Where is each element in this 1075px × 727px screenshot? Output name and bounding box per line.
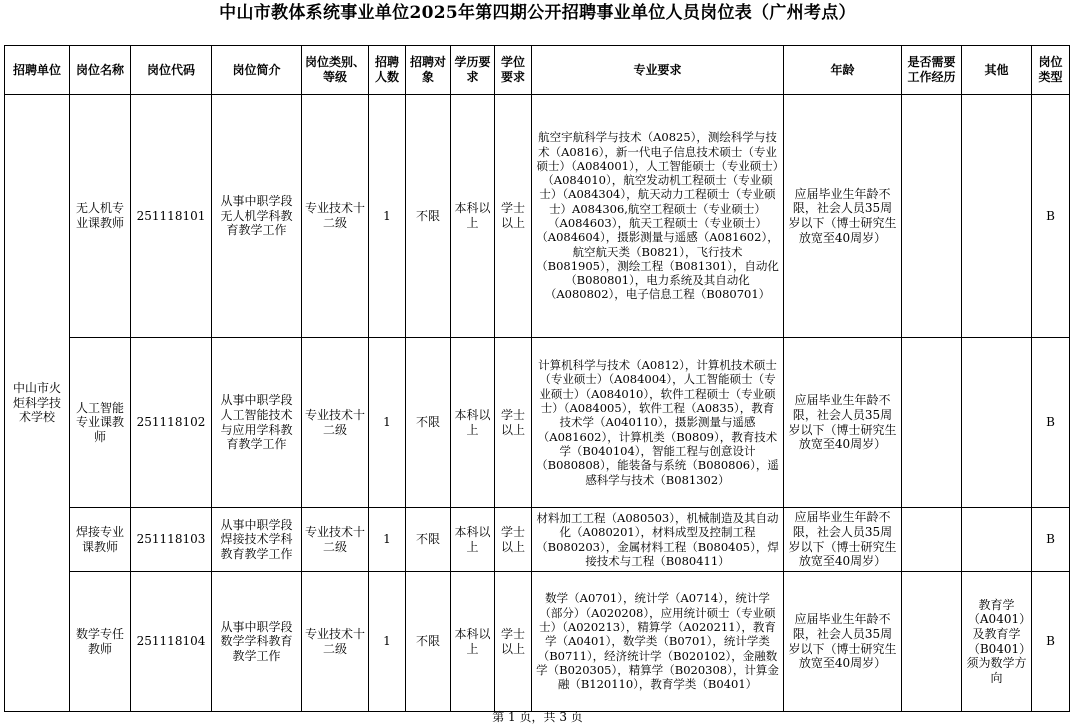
degree-cell: 学士以上 (495, 508, 532, 572)
recruitment-table (4, 45, 1070, 712)
target-cell: 不限 (406, 572, 451, 712)
post-name-cell: 焊接专业课教师 (70, 508, 131, 572)
page-title: 中山市教体系统事业单位2025年第四期公开招聘事业单位人员岗位表（广州考点） (219, 3, 856, 23)
header-count: 招聘人数 (369, 46, 406, 95)
page-footer: 第 1 页，共 3 页 (492, 710, 583, 724)
education-cell: 本科以上 (451, 572, 495, 712)
other-cell (962, 508, 1032, 572)
experience-cell (902, 338, 962, 508)
degree-cell: 学士以上 (495, 95, 532, 338)
post-name-cell: 人工智能专业课教师 (70, 338, 131, 508)
header-post-name: 岗位名称 (70, 46, 131, 95)
header-experience: 是否需要工作经历 (902, 46, 962, 95)
major-cell: 航空宇航科学与技术（A0825），测绘科学与技术（A0816），新一代电子信息技术硕士（专业硕士）（A084001），人工智能硕士（专业硕士）（A084010），航空发动机工程硕士（专业硕士）（A084304），航天动力工程硕士（专业硕士）A084306,航空工程硕士（专业硕士）（A084603），航天工程硕士（专业硕士）（A084604），摄影测量与遥感（A081602），航空航天类（B0821），飞行技术（B081905），测绘工程（B081301），自动化（B080801），电力系统及其自动化（A080802），电子信息工程（B080701） (532, 95, 784, 338)
header-age: 年龄 (784, 46, 902, 95)
header-education: 学历要求 (451, 46, 495, 95)
header-post-code: 岗位代码 (131, 46, 212, 95)
table-row (5, 95, 1070, 338)
post-code-cell: 251118101 (131, 95, 212, 338)
education-cell: 本科以上 (451, 338, 495, 508)
post-code-cell: 251118103 (131, 508, 212, 572)
age-cell: 应届毕业生年龄不限，社会人员35周岁以下（博士研究生放宽至40周岁） (784, 508, 902, 572)
target-cell: 不限 (406, 338, 451, 508)
intro-cell: 从事中职学段数学学科教育教学工作 (212, 572, 302, 712)
post-type-cell: B (1032, 95, 1070, 338)
header-category: 岗位类别、等级 (302, 46, 369, 95)
experience-cell (902, 95, 962, 338)
count-cell: 1 (369, 572, 406, 712)
category-cell: 专业技术十二级 (302, 572, 369, 712)
target-cell: 不限 (406, 508, 451, 572)
count-cell: 1 (369, 338, 406, 508)
major-cell: 材料加工工程（A080503），机械制造及其自动化（A080201），材料成型及控制工程（B080203），金属材料工程（B080405），焊接技术与工程（B080411） (532, 508, 784, 572)
count-cell: 1 (369, 95, 406, 338)
header-post-type: 岗位类型 (1032, 46, 1070, 95)
experience-cell (902, 508, 962, 572)
table-row (5, 572, 1070, 712)
age-cell: 应届毕业生年龄不限，社会人员35周岁以下（博士研究生放宽至40周岁） (784, 338, 902, 508)
post-type-cell: B (1032, 572, 1070, 712)
degree-cell: 学士以上 (495, 572, 532, 712)
target-cell: 不限 (406, 95, 451, 338)
major-cell: 计算机科学与技术（A0812），计算机技术硕士（专业硕士）（A084004），人工智能硕士（专业硕士）（A084010），软件工程硕士（专业硕士）（A084005），软件工程（A0835），教育技术学（A040110），摄影测量与遥感（A081602），计算机类（B0809），教育技术学（B040104），智能工程与创意设计（B080808），能装备与系统（B080806），遥感科学与技术（B081302） (532, 338, 784, 508)
post-code-cell: 251118102 (131, 338, 212, 508)
post-code-cell: 251118104 (131, 572, 212, 712)
other-cell (962, 95, 1032, 338)
post-name-cell: 无人机专业课教师 (70, 95, 131, 338)
degree-cell: 学士以上 (495, 338, 532, 508)
education-cell: 本科以上 (451, 508, 495, 572)
post-type-cell: B (1032, 508, 1070, 572)
unit-cell: 中山市火炬科学技术学校 (5, 95, 70, 712)
header-unit: 招聘单位 (5, 46, 70, 95)
experience-cell (902, 572, 962, 712)
header-target: 招聘对象 (406, 46, 451, 95)
age-cell: 应届毕业生年龄不限，社会人员35周岁以下（博士研究生放宽至40周岁） (784, 95, 902, 338)
category-cell: 专业技术十二级 (302, 508, 369, 572)
category-cell: 专业技术十二级 (302, 95, 369, 338)
intro-cell: 从事中职学段人工智能技术与应用学科教育教学工作 (212, 338, 302, 508)
header-row (5, 46, 1070, 95)
category-cell: 专业技术十二级 (302, 338, 369, 508)
post-name-cell: 数学专任教师 (70, 572, 131, 712)
header-degree: 学位要求 (495, 46, 532, 95)
age-cell: 应届毕业生年龄不限，社会人员35周岁以下（博士研究生放宽至40周岁） (784, 572, 902, 712)
intro-cell: 从事中职学段焊接技术学科教育教学工作 (212, 508, 302, 572)
count-cell: 1 (369, 508, 406, 572)
other-cell: 教育学（A0401）及教育学（B0401）须为数学方向 (962, 572, 1032, 712)
header-intro: 岗位简介 (212, 46, 302, 95)
table-row (5, 338, 1070, 508)
header-other: 其他 (962, 46, 1032, 95)
intro-cell: 从事中职学段无人机学科教育教学工作 (212, 95, 302, 338)
education-cell: 本科以上 (451, 95, 495, 338)
post-type-cell: B (1032, 338, 1070, 508)
major-cell: 数学（A0701），统计学（A0714），统计学（部分）（A020208），应用统计硕士（专业硕士）（A020213），精算学（A020211），教育学（A0401），数学类（B0701），统计学类（B0711），经济统计学（B020102），金融数学（B020305），精算学（B020308），计算金融（B120110），教育学类（B0401） (532, 572, 784, 712)
table-row (5, 508, 1070, 572)
other-cell (962, 338, 1032, 508)
header-major: 专业要求 (532, 46, 784, 95)
